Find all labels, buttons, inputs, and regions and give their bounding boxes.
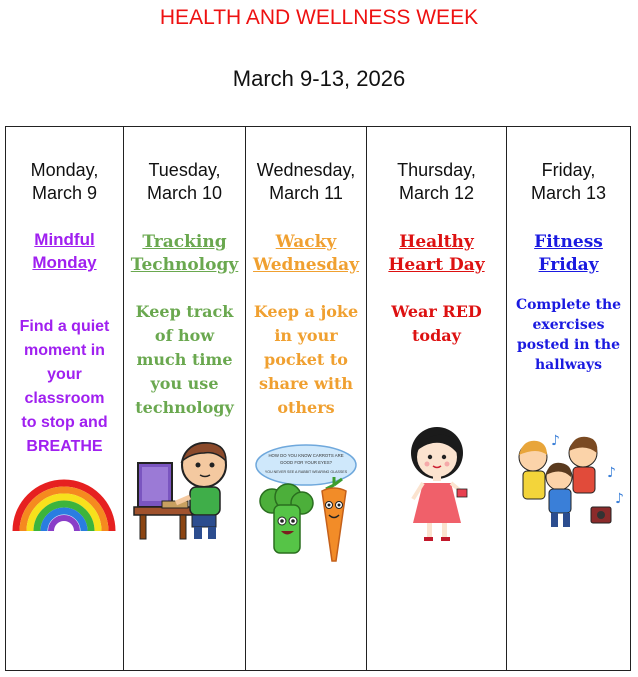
theme-title (246, 231, 366, 277)
theme-line: Wacky (275, 232, 337, 252)
date-range: March 9-13, 2026 (232, 66, 406, 91)
activity-text (8, 315, 121, 459)
activity-line: to stop and (21, 414, 108, 431)
activity-text (126, 300, 243, 420)
activity-line: your (47, 366, 82, 383)
activity-line: hallways (534, 357, 603, 373)
rainbow-icon (12, 477, 116, 535)
week-calendar-table (5, 126, 631, 671)
kid-at-computer-icon (132, 439, 240, 543)
activity-line: moment in (24, 342, 105, 359)
broccoli-carrot-joke-icon (254, 443, 358, 567)
day-column-tuesday (124, 127, 246, 670)
theme-title (124, 231, 245, 277)
svg-text:♪: ♪ (551, 433, 560, 449)
theme-title (507, 231, 630, 277)
day-heading (124, 159, 245, 205)
activity-line: you use (150, 374, 219, 393)
theme-title (367, 231, 506, 277)
activity-line: Keep track (135, 302, 234, 321)
joke-line: HOW DO YOU KNOW CARROTS ARE (268, 453, 344, 458)
day-heading (246, 159, 366, 205)
theme-line: Wednesday (253, 255, 359, 275)
day-name: Friday, (541, 160, 596, 180)
activity-line: Keep a joke (253, 302, 359, 321)
activity-text (509, 295, 628, 375)
activity-line: share with (258, 374, 354, 393)
activity-line: classroom (24, 390, 105, 407)
page-title: HEALTH AND WELLNESS WEEK (159, 6, 479, 29)
theme-line: Heart Day (388, 255, 485, 275)
kids-dancing-music-icon (513, 431, 627, 535)
theme-line: Friday (538, 255, 599, 275)
theme-line: Healthy (399, 232, 474, 252)
activity-line: in your (274, 326, 338, 345)
day-date: March 11 (269, 183, 343, 203)
joke-line: YOU NEVER SEE A RABBIT WEARING GLASSES (264, 470, 348, 474)
day-name: Wednesday, (256, 160, 356, 180)
activity-line: of how (154, 326, 215, 345)
activity-line: exercises (532, 317, 605, 333)
joke-line: GOOD FOR YOUR EYES? (280, 460, 332, 465)
activity-line: Complete the (515, 297, 622, 313)
day-name: Thursday, (397, 160, 476, 180)
day-heading (367, 159, 506, 205)
theme-title (6, 228, 123, 274)
activity-line: pocket to (264, 350, 348, 369)
day-column-wednesday (246, 127, 367, 670)
svg-text:♪: ♪ (607, 465, 616, 481)
day-date: March 12 (398, 183, 475, 203)
day-date: March 10 (146, 183, 223, 203)
activity-line: Wear RED (391, 302, 482, 321)
activity-line: technology (135, 398, 234, 417)
day-heading (6, 159, 123, 205)
theme-line: Technology (130, 255, 239, 275)
day-column-thursday (367, 127, 507, 670)
theme-line: Mindful (34, 230, 95, 249)
activity-line: BREATHE (26, 438, 103, 455)
girl-in-red-dress-icon (405, 425, 475, 545)
theme-line: Tracking (142, 232, 227, 252)
day-date: March 9 (31, 183, 98, 203)
activity-line: much time (136, 350, 233, 369)
activity-line: Find a quiet (19, 318, 110, 335)
day-date: March 13 (530, 183, 607, 203)
day-name: Tuesday, (148, 160, 221, 180)
theme-line: Fitness (534, 232, 603, 252)
activity-line: posted in the (517, 337, 620, 353)
activity-text (248, 300, 364, 420)
day-heading (507, 159, 630, 205)
activity-line: today (412, 326, 461, 345)
activity-text (369, 300, 504, 348)
day-column-friday (507, 127, 630, 670)
day-name: Monday, (30, 160, 99, 180)
svg-text:♪: ♪ (615, 491, 624, 507)
activity-line: others (277, 398, 335, 417)
day-column-monday (6, 127, 124, 670)
theme-line: Monday (32, 253, 97, 272)
